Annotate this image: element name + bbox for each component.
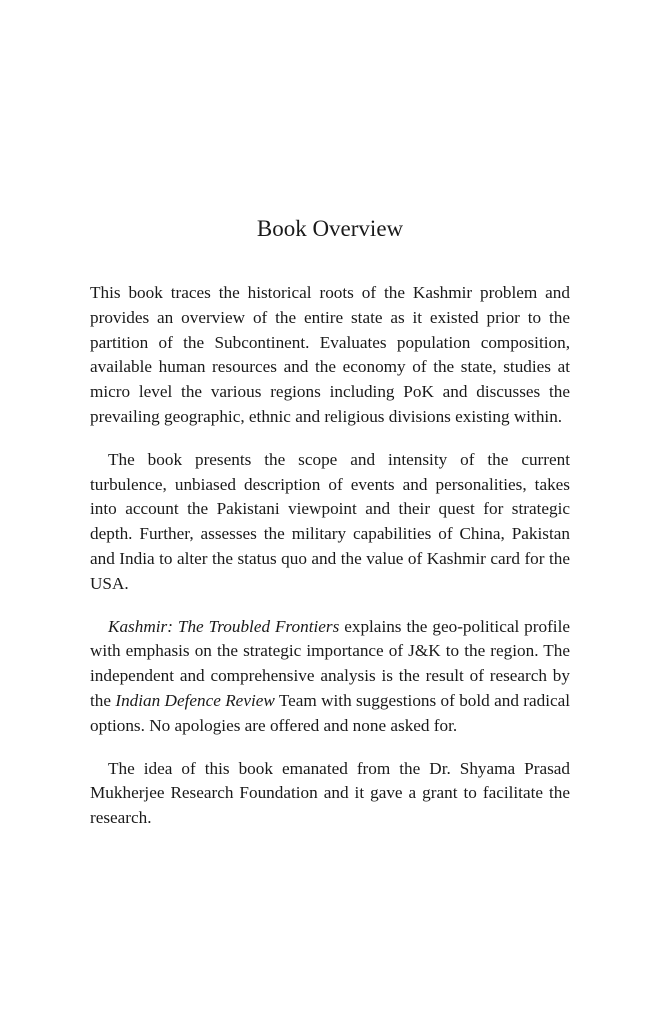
body-text — [90, 281, 570, 849]
publication-name-italic: Indian Defence Review — [115, 690, 275, 710]
paragraph-intro — [90, 281, 570, 430]
paragraph-text: explains the geo-political profile with emphasis on the strategic importance of J&K to the region. The independent and comprehensive analysis is the result of research by the — [90, 616, 570, 710]
book-title-italic: Kashmir: The Troubled Frontiers — [108, 616, 340, 636]
paragraph-text: The book presents the scope and intensity of the current turbulence, unbiased description of events and personalities, takes into account the Pakistani viewpoint and their quest for strategic depth. Further, assesses the military capabilities of China, Pakistan and India to alter the status quo and the value of Kashmir card for the USA. — [90, 449, 570, 593]
paragraph-text: Team with suggestions of bold and radical options. No apologies are offered and none asked for. — [90, 690, 571, 735]
page-title: Book Overview — [256, 216, 404, 241]
paragraph-scope — [90, 448, 570, 597]
paragraph-text: The idea of this book emanated from the Dr. Shyama Prasad Mukherjee Research Foundation and it gave a grant to facilitate the research. — [90, 758, 570, 828]
paragraph-text: This book traces the historical roots of the Kashmir problem and provides an overview of the entire state as it existed prior to the partition of the Subcontinent. Evaluates population composition, available human resources and the economy of the state, studies at micro level the various regions including PoK and discusses the prevailing geographic, ethnic and religious divisions existing within. — [90, 283, 570, 426]
paragraph-funding — [90, 757, 570, 831]
paragraph-analysis — [90, 615, 570, 739]
